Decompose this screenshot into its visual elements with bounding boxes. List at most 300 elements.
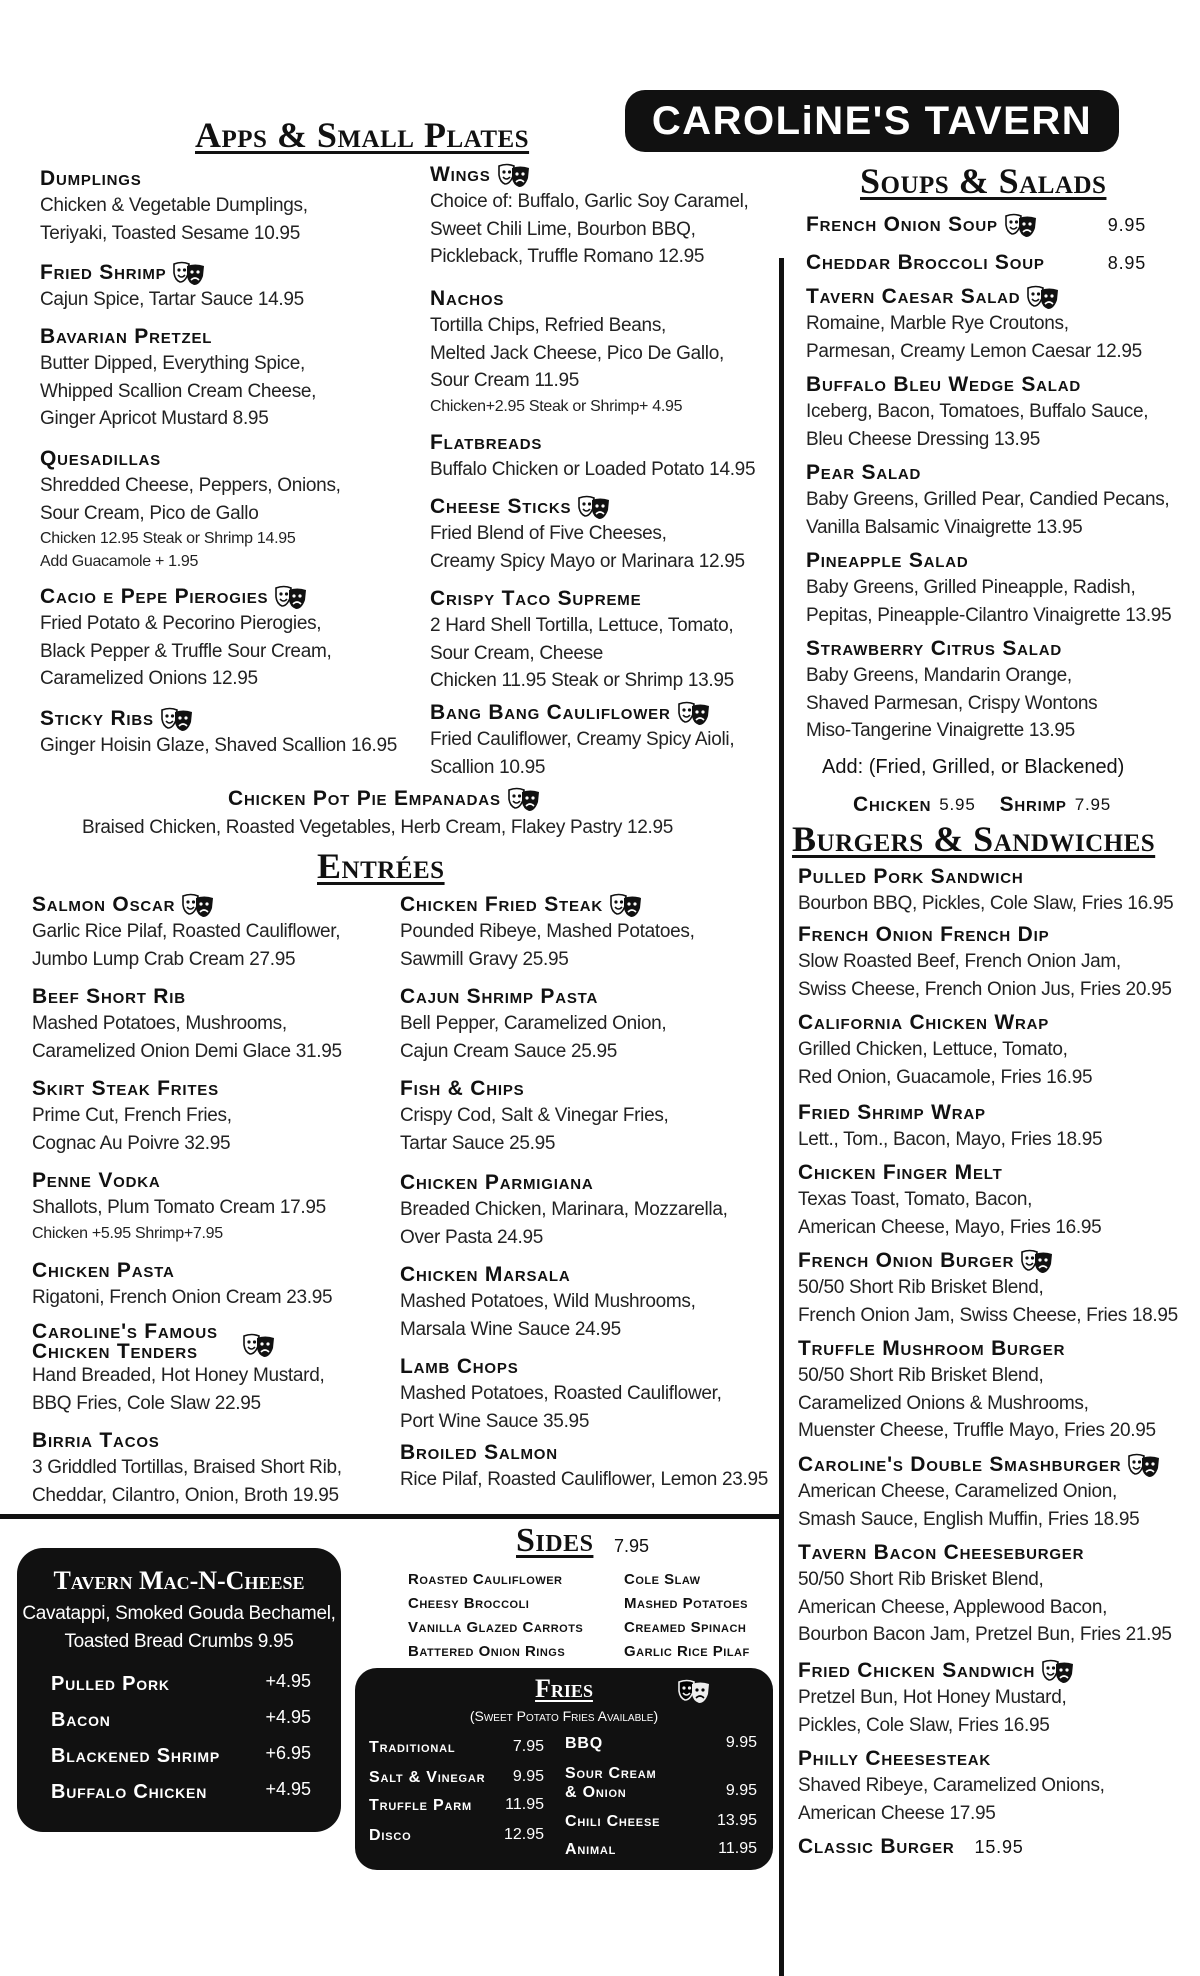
item-desc-line: Ginger Hoisin Glaze, Shaved Scallion 16.95 (40, 735, 398, 756)
menu-item (32, 1258, 332, 1312)
item-name-text: Caroline's Famous (32, 1320, 218, 1343)
fries-name: Disco (369, 1827, 412, 1844)
item-name (430, 430, 755, 456)
item-name-text: French Onion Burger (798, 1249, 1015, 1272)
item-desc-line: Cognac Au Poivre 32.95 (32, 1132, 231, 1154)
theater-masks-icon (172, 260, 206, 286)
item-desc-line: 3 Griddled Tortillas, Braised Short Rib, (32, 1457, 342, 1478)
item-name-text: Broiled Salmon (400, 1441, 558, 1464)
item-desc-line: Breaded Chicken, Marinara, Mozzarella, (400, 1199, 728, 1220)
item-name (40, 166, 308, 192)
item-name (400, 1262, 696, 1288)
item-desc: Braised Chicken, Roasted Vegetables, Herb Cream, Flakey Pastry 12.95 (82, 817, 674, 838)
item-desc-line: Cajun Spice, Tartar Sauce 14.95 (40, 289, 304, 310)
item-desc-line: Creamy Spicy Mayo or Marinara 12.95 (430, 550, 745, 572)
item-name-text: Fried Shrimp (40, 261, 167, 284)
item-name-text: Tavern Bacon Cheeseburger (798, 1541, 1085, 1564)
item-name-text: Caroline's Double Smashburger (798, 1453, 1122, 1476)
theater-masks-icon (609, 892, 643, 918)
menu-item (400, 984, 666, 1065)
menu-item (400, 1440, 768, 1494)
menu-item (40, 706, 397, 760)
theater-masks-icon (507, 786, 541, 812)
menu-item (798, 1746, 1105, 1827)
menu-item (806, 372, 1148, 453)
fries-item (369, 1796, 544, 1815)
menu-item (40, 166, 308, 247)
item-desc-line: Smash Sauce, English Muffin, Fries 18.95 (798, 1508, 1140, 1530)
mac-desc-2: Toasted Bread Crumbs 9.95 (64, 1631, 294, 1652)
side-item: Mashed Potatoes (624, 1595, 749, 1612)
item-desc-line: Cheddar, Cilantro, Onion, Broth 19.95 (32, 1484, 339, 1506)
item-name-text: Chicken Fried Steak (400, 893, 604, 916)
theater-masks-icon (677, 1678, 711, 1704)
item-note-line: Chicken +5.95 Shrimp+7.95 (32, 1224, 223, 1242)
item-desc-line: Vanilla Balsamic Vinaigrette 13.95 (806, 516, 1083, 538)
mac-addon (51, 1779, 311, 1805)
item-name (798, 1658, 1075, 1684)
fries-item (369, 1768, 544, 1787)
item-desc-line: Black Pepper & Truffle Sour Cream, (40, 640, 332, 662)
item-desc-line: Fried Cauliflower, Creamy Spicy Aioli, (430, 729, 735, 750)
side-item: Vanilla Glazed Carrots (408, 1619, 584, 1636)
menu-item (798, 864, 1173, 918)
menu-item (32, 1168, 326, 1245)
section-burgers-title: Burgers & Sandwiches (792, 819, 1156, 859)
item-desc-line: Garlic Rice Pilaf, Roasted Cauliflower, (32, 921, 341, 942)
item-name: French Onion Soup (806, 213, 998, 236)
item-name-text: Buffalo Bleu Wedge Salad (806, 373, 1082, 396)
item-name (32, 1076, 232, 1102)
item-name-text: Nachos (430, 287, 505, 310)
item-name (798, 1336, 1156, 1362)
item-desc-line: Bell Pepper, Caramelized Onion, (400, 1013, 667, 1034)
item-desc-line: 2 Hard Shell Tortilla, Lettuce, Tomato, (430, 615, 734, 636)
item-name (798, 1452, 1161, 1478)
menu-item (430, 586, 734, 695)
item-name-text: French Onion French Dip (798, 923, 1050, 946)
item-name-text: Tavern Caesar Salad (806, 285, 1021, 308)
menu-item (32, 1076, 232, 1157)
menu-item (798, 1100, 1102, 1154)
item-name (806, 284, 1142, 310)
item-name-text: Dumplings (40, 167, 142, 190)
item-desc-line: Iceberg, Bacon, Tomatoes, Buffalo Sauce, (806, 401, 1149, 422)
item-name-text: California Chicken Wrap (798, 1011, 1050, 1034)
menu-item (798, 1160, 1101, 1241)
menu-item (32, 892, 340, 973)
item-name-text: Fish & Chips (400, 1077, 525, 1100)
soup-french-onion (806, 212, 1146, 238)
fries-price: 12.95 (503, 1826, 544, 1843)
item-name-text: Birria Tacos (32, 1429, 160, 1452)
item-name (32, 984, 342, 1010)
menu-item (430, 430, 755, 484)
item-desc-line: 50/50 Short Rib Brisket Blend, (798, 1277, 1044, 1298)
item-desc-line: Sour Cream 11.95 (430, 370, 580, 391)
fries-item (565, 1840, 757, 1859)
item-name (798, 864, 1173, 890)
item-desc-line: Rigatoni, French Onion Cream 23.95 (32, 1287, 333, 1308)
menu-item (798, 1540, 1172, 1649)
fries-item (565, 1812, 757, 1831)
item-name-text: Salmon Oscar (32, 893, 176, 916)
item-name-text: Penne Vodka (32, 1169, 161, 1192)
item-desc-line: Crispy Cod, Salt & Vinegar Fries, (400, 1105, 669, 1126)
item-desc-line: Chicken 11.95 Steak or Shrimp 13.95 (430, 670, 734, 691)
theater-masks-icon (1127, 1452, 1161, 1478)
side-item: Cole Slaw (624, 1571, 701, 1588)
item-desc-line: Swiss Cheese, French Onion Jus, Fries 20.95 (798, 978, 1172, 1000)
item-name: Cheddar Broccoli Soup (806, 251, 1045, 274)
item-name-text: Crispy Taco Supreme (430, 587, 642, 610)
item-desc-line: Prime Cut, French Fries, (32, 1105, 232, 1126)
menu-item (400, 1076, 669, 1157)
item-desc-line: Cajun Cream Sauce 25.95 (400, 1040, 618, 1062)
item-name (798, 1248, 1178, 1274)
fries-name: Traditional (369, 1739, 456, 1756)
item-name (32, 892, 340, 918)
menu-item (40, 324, 316, 433)
item-desc-line: Shredded Cheese, Peppers, Onions, (40, 475, 341, 496)
item-name (32, 1322, 324, 1342)
item-name-text: Quesadillas (40, 447, 161, 470)
menu-item (798, 922, 1172, 1003)
item-name (430, 286, 724, 312)
item-desc-line: Pounded Ribeye, Mashed Potatoes, (400, 921, 695, 942)
item-name-text: Bang Bang Cauliflower (430, 701, 671, 724)
item-name (806, 460, 1169, 486)
fries-title: Fries (535, 1674, 593, 1703)
item-name-text: Bavarian Pretzel (40, 325, 213, 348)
side-item: Garlic Rice Pilaf (624, 1643, 750, 1660)
item-price: 15.95 (974, 1837, 1024, 1857)
section-soups-title: Soups & Salads (860, 161, 1107, 201)
side-item: Roasted Cauliflower (408, 1571, 563, 1588)
item-desc-line: Pepitas, Pineapple-Cilantro Vinaigrette 13.95 (806, 604, 1172, 626)
menu-item (798, 1834, 1024, 1860)
item-desc-line: Tartar Sauce 25.95 (400, 1132, 556, 1154)
item-name (798, 1834, 1024, 1860)
item-desc-line: Marsala Wine Sauce 24.95 (400, 1318, 621, 1340)
brand-title: CAROLiNE'S TAVERN (651, 98, 1093, 143)
item-name-text: Fried Chicken Sandwich (798, 1659, 1036, 1682)
mac-desc-1: Cavatappi, Smoked Gouda Bechamel, (22, 1603, 336, 1624)
fries-item (565, 1764, 757, 1802)
item-name-text: Flatbreads (430, 431, 543, 454)
item-desc-line: Over Pasta 24.95 (400, 1226, 544, 1248)
item-note-line: Chicken+2.95 Steak or Shrimp+ 4.95 (430, 397, 683, 415)
sides-price: 7.95 (614, 1536, 650, 1556)
item-desc-line: 50/50 Short Rib Brisket Blend, (798, 1569, 1044, 1590)
item-desc-line: Sour Cream, Pico de Gallo (40, 502, 259, 524)
menu-item (400, 1262, 696, 1343)
item-desc-line: Baby Greens, Mandarin Orange, (806, 665, 1072, 686)
menu-item (430, 700, 734, 781)
item-name (400, 1354, 722, 1380)
item-desc-line: Grilled Chicken, Lettuce, Tomato, (798, 1039, 1068, 1060)
menu-item (430, 286, 724, 418)
fries-name: Salt & Vinegar (369, 1769, 486, 1786)
menu-item (806, 284, 1142, 365)
item-desc-line: BBQ Fries, Cole Slaw 22.95 (32, 1392, 261, 1414)
menu-item (430, 162, 748, 271)
item-name-text: Lamb Chops (400, 1355, 519, 1378)
fries-name (565, 1764, 657, 1802)
item-desc-line: American Cheese, Caramelized Onion, (798, 1481, 1117, 1502)
item-name (806, 372, 1148, 398)
item-desc-line: Muenster Cheese, Truffle Mayo, Fries 20.95 (798, 1420, 1156, 1441)
section-entrees-title: Entrées (317, 846, 445, 886)
item-name-text: Chicken Parmigiana (400, 1171, 594, 1194)
theater-masks-icon (274, 584, 308, 610)
item-desc-line: Melted Jack Cheese, Pico De Gallo, (430, 342, 724, 364)
item-desc-line: Bourbon BBQ, Pickles, Cole Slaw, Fries 16.95 (798, 893, 1174, 914)
side-item: Battered Onion Rings (408, 1643, 566, 1660)
item-desc-line: Mashed Potatoes, Mushrooms, (32, 1013, 287, 1034)
salad-add-text: Add: (Fried, Grilled, or Blackened) (822, 756, 1125, 778)
addon-chicken-price: 5.95 (939, 795, 976, 814)
item-desc-line: Parmesan, Creamy Lemon Caesar 12.95 (806, 340, 1142, 362)
theater-masks-icon (1020, 1248, 1054, 1274)
item-desc-line: Scallion 10.95 (430, 756, 546, 778)
menu-item (40, 584, 331, 693)
theater-masks-icon (677, 700, 711, 726)
side-item: Cheesy Broccoli (408, 1595, 530, 1612)
item-desc-line: Choice of: Buffalo, Garlic Soy Caramel, (430, 191, 749, 212)
theater-masks-icon (1004, 212, 1038, 238)
addon-name: Pulled Pork (51, 1673, 170, 1695)
item-desc-line: Miso-Tangerine Vinaigrette 13.95 (806, 720, 1075, 741)
item-desc-line: 50/50 Short Rib Brisket Blend, (798, 1365, 1044, 1386)
item-desc-line: Sour Cream, Cheese (430, 642, 604, 664)
item-name (400, 1170, 728, 1196)
item-name-text: Pineapple Salad (806, 549, 969, 572)
addon-name: Blackened Shrimp (51, 1745, 221, 1767)
item-name-text: Cacio e Pepe Pierogies (40, 585, 269, 608)
fries-price: 13.95 (716, 1812, 757, 1829)
item-name-text: Chicken Finger Melt (798, 1161, 1003, 1184)
item-desc-line: Tortilla Chips, Refried Beans, (430, 315, 666, 336)
item-name-text: Wings (430, 163, 491, 186)
fries-price: 9.95 (725, 1782, 757, 1799)
item-desc-line: Chicken & Vegetable Dumplings, (40, 195, 308, 216)
menu-item (400, 1354, 722, 1435)
item-desc-line: Port Wine Sauce 35.95 (400, 1410, 590, 1432)
menu-item (40, 260, 304, 314)
menu-item (798, 1336, 1156, 1445)
soup-cheddar-broccoli (806, 250, 1146, 276)
fries-box (355, 1668, 773, 1870)
item-name (400, 984, 666, 1010)
item-desc-line: Rice Pilaf, Roasted Cauliflower, Lemon 23.95 (400, 1469, 769, 1490)
menu-item (400, 892, 695, 973)
item-price: 8.95 (1107, 253, 1146, 273)
addon-chicken: Chicken (853, 793, 932, 816)
addon-price: +4.95 (265, 1707, 311, 1727)
item-name (40, 260, 304, 286)
fries-item (369, 1738, 544, 1757)
item-name (798, 1010, 1092, 1036)
item-desc-line: American Cheese, Applewood Bacon, (798, 1596, 1108, 1618)
theater-masks-icon (181, 892, 215, 918)
item-desc-line: Baby Greens, Grilled Pineapple, Radish, (806, 577, 1136, 598)
item-desc-line: Sawmill Gravy 25.95 (400, 948, 569, 970)
item-desc-line: Romaine, Marble Rye Croutons, (806, 313, 1069, 334)
fries-name: Chili Cheese (565, 1813, 661, 1830)
item-name (40, 706, 397, 732)
horizontal-divider (0, 1514, 780, 1519)
mac-addon (51, 1707, 311, 1733)
sides-right-list (624, 1568, 750, 1664)
fries-item (565, 1734, 757, 1753)
theater-masks-icon (1026, 284, 1060, 310)
item-name (400, 1440, 768, 1466)
item-name (40, 446, 341, 472)
mac-addon (51, 1743, 311, 1769)
fries-price: 7.95 (512, 1738, 544, 1755)
item-desc-line: Caramelized Onions 12.95 (40, 668, 258, 689)
item-desc-line: Shallots, Plum Tomato Cream 17.95 (32, 1197, 326, 1218)
addon-shrimp-price: 7.95 (1074, 795, 1112, 814)
item-name (806, 548, 1171, 574)
item-desc-line: Pickles, Cole Slaw, Fries 16.95 (798, 1714, 1050, 1736)
item-name (32, 1428, 342, 1454)
fries-price: 9.95 (512, 1768, 544, 1785)
item-desc-line: Fried Potato & Pecorino Pierogies, (40, 613, 322, 634)
item-name: Chicken Pot Pie Empanadas (228, 787, 501, 810)
theater-masks-icon (160, 706, 194, 732)
fries-name: Animal (565, 1841, 617, 1858)
menu-item (32, 1322, 324, 1417)
fries-price: 9.95 (725, 1734, 757, 1751)
item-desc-line: Bourbon Bacon Jam, Pretzel Bun, Fries 21.95 (798, 1624, 1172, 1645)
item-desc-line: Buffalo Chicken or Loaded Potato 14.95 (430, 459, 756, 480)
item-desc-line: Teriyaki, Toasted Sesame 10.95 (40, 222, 300, 244)
menu-item (806, 636, 1097, 745)
item-price: 9.95 (1107, 215, 1146, 235)
salad-add-prices (853, 792, 1111, 818)
fries-price: 11.95 (718, 1840, 757, 1857)
item-name-text: Skirt Steak Frites (32, 1077, 219, 1100)
vertical-divider (779, 258, 784, 1976)
menu-item (806, 548, 1171, 629)
item-name (430, 162, 748, 188)
item-desc-line: Caramelized Onion Demi Glace 31.95 (32, 1040, 342, 1062)
fries-name: BBQ (565, 1735, 603, 1752)
fries-name-line1: Sour Cream (565, 1765, 657, 1782)
menu-item (430, 494, 745, 575)
item-name-line2: Chicken Tenders (32, 1340, 198, 1363)
item-name-text: Sticky Ribs (40, 707, 154, 730)
theater-masks-icon (577, 494, 611, 520)
section-sides-title: Sides (516, 1522, 594, 1559)
item-name-text: Beef Short Rib (32, 985, 186, 1008)
mac-addon (51, 1671, 311, 1697)
item-desc-line: Caramelized Onions & Mushrooms, (798, 1392, 1089, 1414)
item-desc-line: Butter Dipped, Everything Spice, (40, 353, 305, 374)
menu-item (40, 446, 341, 573)
item-name (806, 636, 1097, 662)
item-desc-line: Ginger Apricot Mustard 8.95 (40, 408, 269, 429)
item-name-text: Pulled Pork Sandwich (798, 865, 1024, 888)
item-note-line: Chicken 12.95 Steak or Shrimp 14.95 (40, 530, 296, 547)
item-name (798, 922, 1172, 948)
item-name (798, 1746, 1105, 1772)
mac-title: Tavern Mac-N-Cheese (53, 1566, 305, 1595)
brand-banner (625, 90, 1119, 152)
fries-name: Truffle Parm (369, 1797, 472, 1814)
item-name-text: Classic Burger (798, 1835, 955, 1858)
item-name-text: Strawberry Citrus Salad (806, 637, 1063, 660)
menu-item (806, 460, 1169, 541)
item-name-text: Philly Cheesesteak (798, 1747, 992, 1770)
sides-left-list (408, 1568, 583, 1664)
menu-item (400, 1170, 728, 1251)
item-desc-line: Pickleback, Truffle Romano 12.95 (430, 246, 705, 267)
item-desc-line: Sweet Chili Lime, Bourbon BBQ, (430, 218, 696, 240)
item-desc-line: Hand Breaded, Hot Honey Mustard, (32, 1365, 325, 1386)
item-name (40, 584, 331, 610)
item-desc-line: Texas Toast, Tomato, Bacon, (798, 1189, 1033, 1210)
item-name (430, 494, 745, 520)
item-desc-line: Mashed Potatoes, Roasted Cauliflower, (400, 1383, 722, 1404)
menu-item (32, 1428, 342, 1509)
side-item: Creamed Spinach (624, 1619, 747, 1636)
menu-item (798, 1248, 1178, 1329)
item-desc-line: Shaved Parmesan, Crispy Wontons (806, 692, 1098, 714)
item-name-text: Truffle Mushroom Burger (798, 1337, 1066, 1360)
item-name (430, 700, 734, 726)
item-desc-line: Baby Greens, Grilled Pear, Candied Pecans, (806, 489, 1170, 510)
item-name-text: Chicken Marsala (400, 1263, 571, 1286)
item-desc-line: Bleu Cheese Dressing 13.95 (806, 428, 1041, 450)
addon-name: Bacon (51, 1709, 111, 1731)
item-desc-line: Fried Blend of Five Cheeses, (430, 523, 667, 544)
item-name-text: Chicken Pasta (32, 1259, 175, 1282)
mac-n-cheese-box (17, 1548, 341, 1832)
item-desc-line: French Onion Jam, Swiss Cheese, Fries 18.95 (798, 1304, 1178, 1326)
item-desc-line: American Cheese, Mayo, Fries 16.95 (798, 1216, 1102, 1238)
item-name (400, 1076, 669, 1102)
item-name (798, 1160, 1101, 1186)
item-desc-line: Shaved Ribeye, Caramelized Onions, (798, 1775, 1105, 1796)
item-name-text: Fried Shrimp Wrap (798, 1101, 986, 1124)
item-desc-line: Red Onion, Guacamole, Fries 16.95 (798, 1066, 1093, 1088)
item-desc-line: Pretzel Bun, Hot Honey Mustard, (798, 1687, 1067, 1708)
menu-item (798, 1452, 1161, 1533)
section-apps-title: Apps & Small Plates (195, 115, 530, 155)
menu-item (798, 1658, 1075, 1739)
item-name (32, 1258, 332, 1284)
fries-note: (Sweet Potato Fries Available) (469, 1708, 659, 1724)
addon-name: Buffalo Chicken (51, 1781, 208, 1803)
item-name (798, 1540, 1172, 1566)
theater-masks-icon (497, 162, 531, 188)
item-name-text: Pear Salad (806, 461, 922, 484)
item-name (32, 1168, 326, 1194)
item-desc-line: Lett., Tom., Bacon, Mayo, Fries 18.95 (798, 1129, 1103, 1150)
fries-item (369, 1826, 544, 1845)
theater-masks-icon (242, 1332, 276, 1358)
item-desc-line: Whipped Scallion Cream Cheese, (40, 380, 317, 402)
item-desc-line: Slow Roasted Beef, French Onion Jam, (798, 951, 1121, 972)
item-name-text: Cheese Sticks (430, 495, 572, 518)
menu-item (798, 1010, 1092, 1091)
item-name (40, 324, 316, 350)
theater-masks-icon (1041, 1658, 1075, 1684)
fries-name-line2: & Onion (565, 1784, 627, 1801)
